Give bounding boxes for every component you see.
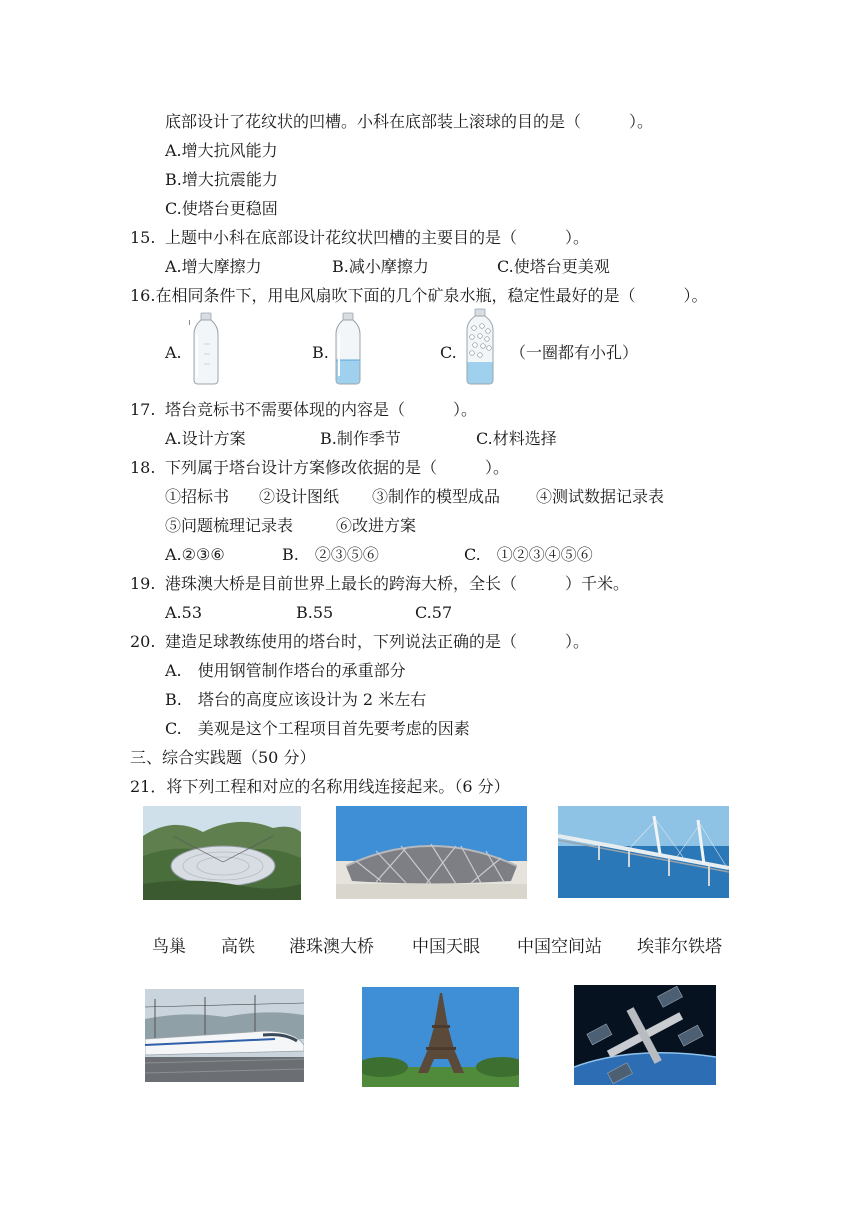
- q14-option-b: B.增大抗震能力: [165, 170, 278, 189]
- q19-option-a: A.53: [165, 603, 202, 622]
- q15-option-a: A.增大摩擦力: [165, 257, 262, 276]
- q20-option-b: B. 塔台的高度应该设计为 2 米左右: [165, 690, 427, 709]
- q16-option-c: C.: [440, 343, 457, 362]
- hzm-bridge-photo: [558, 806, 729, 898]
- q19-stem: 港珠澳大桥是目前世界上最长的跨海大桥，全长（ ）千米。: [165, 574, 630, 593]
- q18-option-a: A.②③⑥: [165, 545, 225, 564]
- space-station-photo: [574, 985, 716, 1085]
- section-3-heading: 三、综合实践题（50 分）: [130, 748, 316, 767]
- fast-telescope-photo: [143, 806, 301, 900]
- q18-item-1: ①招标书: [165, 487, 230, 506]
- name-space-station: 中国空间站: [517, 937, 602, 957]
- q20-option-c: C. 美观是这个工程项目首先要考虑的因素: [165, 719, 470, 738]
- q21-stem: 21．将下列工程和对应的名称用线连接起来。（6 分）: [130, 777, 510, 796]
- q18-number: 18.: [130, 458, 156, 477]
- q18-item-4: ④测试数据记录表: [536, 487, 665, 506]
- q18-option-c: C. ①②③④⑤⑥: [464, 545, 593, 564]
- empty-bottle-icon: [186, 310, 226, 386]
- q16-stem: 16.在相同条件下，用电风扇吹下面的几个矿泉水瓶，稳定性最好的是（ ）。: [130, 286, 708, 305]
- high-speed-train-photo: [145, 989, 304, 1082]
- q16-note: （一圈都有小孔）: [510, 343, 639, 362]
- name-eiffel-tower: 埃菲尔铁塔: [637, 937, 722, 957]
- q18-item-5: ⑤问题梳理记录表: [165, 516, 294, 535]
- q15-option-c: C.使塔台更美观: [497, 257, 610, 276]
- q20-stem: 建造足球教练使用的塔台时，下列说法正确的是（ ）。: [165, 632, 590, 651]
- name-fast-telescope: 中国天眼: [412, 937, 480, 957]
- q19-option-b: B.55: [296, 603, 334, 622]
- q16-option-a: A.: [165, 343, 182, 362]
- holed-bottle-icon: [462, 306, 498, 386]
- q14-option-c: C.使塔台更稳固: [165, 199, 278, 218]
- q18-stem: 下列属于塔台设计方案修改依据的是（ ）。: [165, 458, 510, 477]
- name-birds-nest: 鸟巢: [152, 937, 186, 957]
- q17-number: 17.: [130, 400, 156, 419]
- q17-option-a: A.设计方案: [165, 429, 246, 448]
- q19-number: 19.: [130, 574, 156, 593]
- q18-option-b: B. ②③⑤⑥: [282, 545, 379, 564]
- q18-item-3: ③制作的模型成品: [372, 487, 501, 506]
- birds-nest-stadium-photo: [336, 806, 527, 899]
- q18-item-6: ⑥改进方案: [336, 516, 417, 535]
- q15-stem: 上题中小科在底部设计花纹状凹槽的主要目的是（ ）。: [165, 228, 590, 247]
- q16-option-b: B.: [312, 343, 329, 362]
- q14-option-a: A.增大抗风能力: [165, 141, 278, 160]
- q20-number: 20.: [130, 632, 156, 651]
- water-filled-bottle-icon: [330, 310, 366, 386]
- name-hzm-bridge: 港珠澳大桥: [289, 937, 374, 957]
- q15-number: 15.: [130, 228, 156, 247]
- q17-option-b: B.制作季节: [320, 429, 401, 448]
- q15-option-b: B.减小摩擦力: [332, 257, 429, 276]
- q17-option-c: C.材料选择: [476, 429, 557, 448]
- q20-option-a: A. 使用钢管制作塔台的承重部分: [165, 661, 406, 680]
- name-high-speed-rail: 高铁: [221, 937, 255, 957]
- q14-stem-tail: 底部设计了花纹状的凹槽。小科在底部装上滚球的目的是（ ）。: [165, 112, 654, 131]
- q17-stem: 塔台竞标书不需要体现的内容是（ ）。: [165, 400, 478, 419]
- q19-option-c: C.57: [415, 603, 453, 622]
- q18-item-2: ②设计图纸: [259, 487, 340, 506]
- eiffel-tower-photo: [362, 987, 519, 1087]
